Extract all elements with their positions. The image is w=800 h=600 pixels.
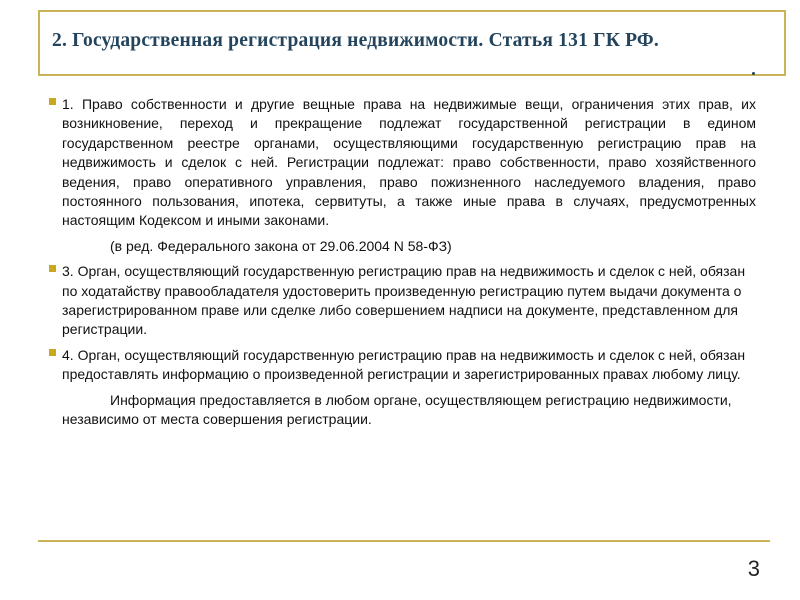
info-paragraph-text: Информация предоставляется в любом органе, осуществляющем регистрацию недвижимости, независимо от места совершения регистрации. [62,391,732,428]
slide-title: 2. Государственная регистрация недвижимости. Статья 131 ГК РФ. [52,30,659,51]
bullet-icon [49,98,56,105]
slide-body [62,95,756,436]
paragraph-1-text: 1. Право собственности и другие вещные права на недвижимые вещи, ограничения этих прав, их возникновение, переход и прекращение подлежат государственной регистрации в едином государственном реестре органами, осуществляющими государственную регистрацию прав на недвижимость и сделок с ней. Регистрации подлежат: право собственности, право хозяйственного ведения, право оперативного управления, право пожизненного наследуемого владения, право постоянного пользования, ипотека, сервитуты, а также иные права в случаях, предусмотренных настоящим Кодексом и иными законами. [62,96,756,229]
paragraph-4 [62,346,756,385]
bullet-icon [49,349,56,356]
bottom-divider [38,540,770,542]
page-number: 3 [747,556,760,581]
info-paragraph [62,391,756,430]
amendment-note-text: (в ред. Федерального закона от 29.06.2004 N 58-ФЗ) [110,237,452,254]
paragraph-4-text: 4. Орган, осуществляющий государственную регистрацию прав на недвижимость и сделок с ней, обязан предоставлять информацию о произведенной регистрации и зарегистрированных правах любому лицу. [62,346,746,383]
amendment-note [62,237,756,256]
paragraph-3 [62,262,756,340]
title-dot [752,72,755,75]
bullet-icon [49,265,56,272]
paragraph-1 [62,95,756,231]
paragraph-3-text: 3. Орган, осуществляющий государственную регистрацию прав на недвижимость и сделок с ней, обязан по ходатайству правообладателя удостоверить произведенную регистрацию путем выдачи документа о зарегистрированном праве или сделке либо совершением надписи на документе, представленном для регистрации. [62,263,746,338]
